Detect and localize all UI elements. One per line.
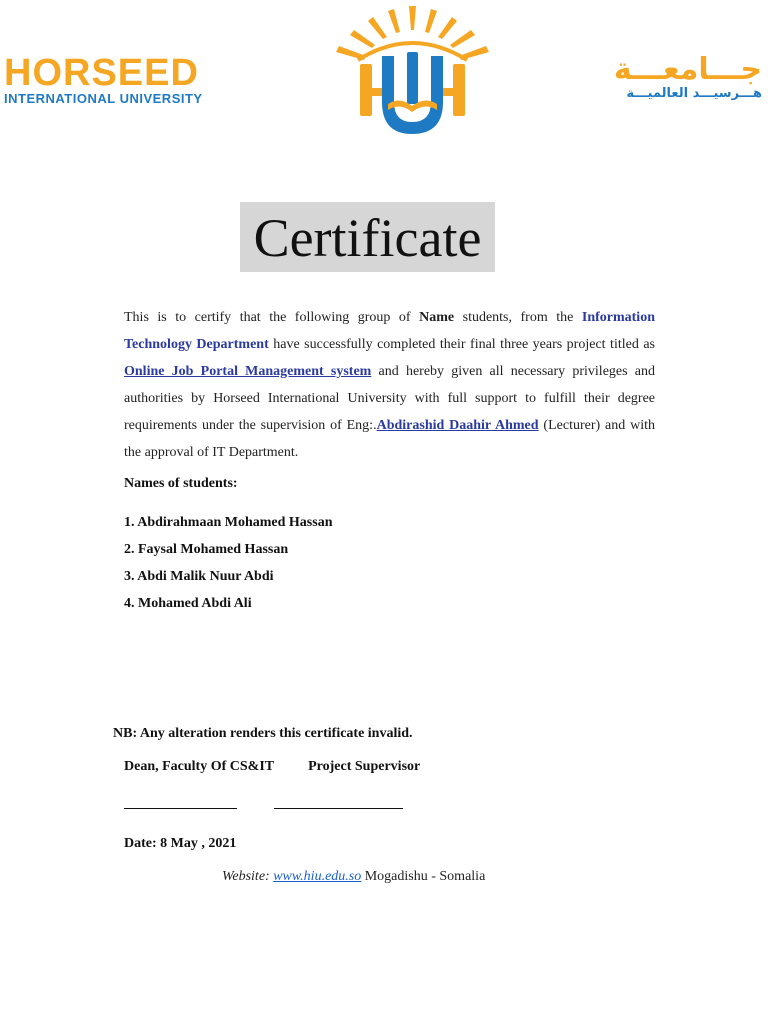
website-link[interactable]: www.hiu.edu.so [273,869,362,884]
student-item: 3. Abdi Malik Nuur Abdi [124,569,274,584]
certificate-body [124,304,655,466]
body-text-2: students, from the [454,310,582,325]
supervisor-signature-line [274,808,403,809]
logo-english [4,54,203,106]
university-emblem-icon [330,4,495,142]
logo-arabic-name: جـــامعـــة [613,52,762,87]
body-text-3: have successfully completed their final three years project titled as [268,337,655,352]
students-list [124,509,332,617]
logo-english-subtitle: INTERNATIONAL UNIVERSITY [4,91,203,106]
letterhead [0,0,768,150]
student-item: 4. Mohamed Abdi Ali [124,596,252,611]
logo-arabic-subtitle: هـــرسيـــد العالميـــة [626,86,762,101]
student-item: 1. Abdirahmaan Mohamed Hassan [124,515,333,530]
department-name: Information Technology Department [124,310,655,352]
certificate-date: Date: 8 May , 2021 [124,836,237,851]
body-text-1: This is to certify that the following group of [124,310,420,325]
logo-arabic [614,54,762,102]
supervisor-name-link[interactable]: Abdirashid Daahir Ahmed [376,418,539,433]
project-title-link[interactable]: Online Job Portal Management system [124,364,372,379]
certificate-title: Certificate [240,202,495,272]
student-item: 2. Faysal Mohamed Hassan [124,542,289,557]
students-heading: Names of students: [124,476,238,491]
footer-website [222,869,485,885]
website-label: Website: [222,869,274,884]
name-word: Name [419,310,455,325]
dean-label: Dean, Faculty Of CS&IT [124,759,275,774]
signature-labels [124,759,420,775]
location-text: Mogadishu - Somalia [361,869,486,884]
dean-signature-line [124,808,237,809]
supervisor-label: Project Supervisor [308,759,421,774]
nb-notice: NB: Any alteration renders this certificate invalid. [113,726,413,741]
body-text-4: and hereby given all necessary privileges and authorities by Horseed International University with full support to fulfill their degree requirements under the supervision of Eng:. [124,364,655,433]
logo-english-name: HORSEED [4,52,199,94]
body-text-5: (Lecturer) and with the approval of IT Department. [124,418,656,460]
